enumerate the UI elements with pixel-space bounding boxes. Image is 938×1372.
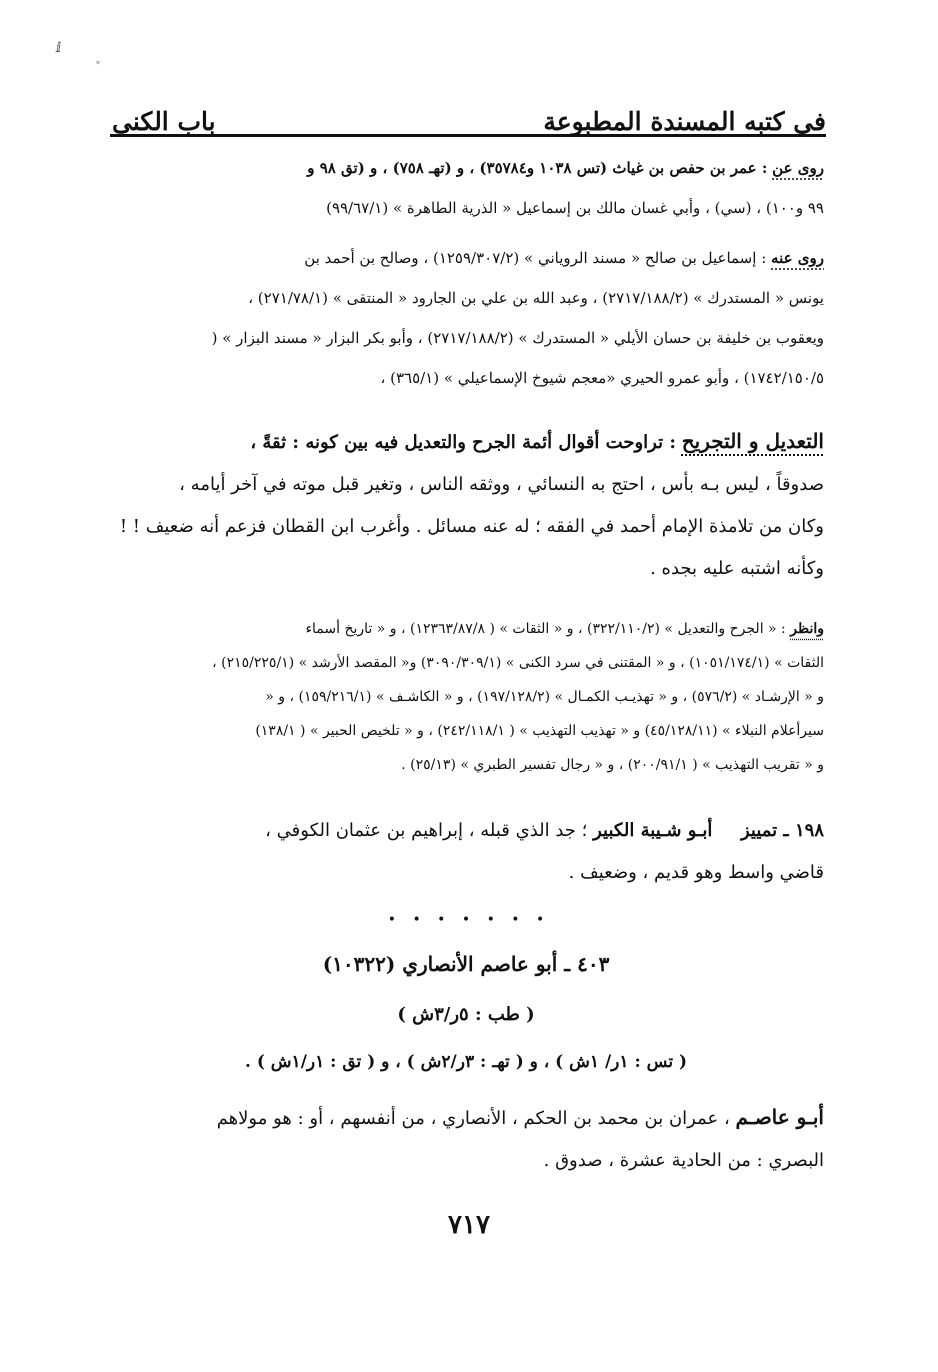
rawi-an-line: روى عن : عمر بن حفص بن غياث (تس ١٠٣٨ و٣٥٧٨٤) ، و (تهـ ٧٥٨) ، و (تق ٩٨ و bbox=[307, 159, 824, 177]
entry-tabaqa: ( طب : ٥ر/٣ش ) bbox=[397, 1004, 535, 1025]
tadil-line: وكأنه اشتبه عليه بجده . bbox=[650, 558, 824, 579]
entry-line: البصري : من الحادية عشرة ، صدوق . bbox=[543, 1150, 824, 1171]
rawi-an-line: ٩٩ و١٠٠) ، (سي) ، وأبي غسان مالك بن إسماعيل « الذرية الطاهرة » (٩٩/٦٧/١) bbox=[326, 199, 824, 217]
unzur-line: وانظر : « الجرح والتعديل » (٣٢٢/١١٠/٢) ، و « الثقات » ( ١٢٣٦٣/٨٧/٨) ، و « تاريخ أسماء bbox=[305, 621, 824, 637]
tadil-line: التعديل و التجريح : تراوحت أقوال أئمة الجرح والتعديل فيه بين كونه : ثقةً ، bbox=[250, 429, 824, 453]
rawa-anhu-line: ويعقوب بن خليفة بن حسان الأيلي « المستدرك » (٢٧١٧/١٨٨/٢) ، وأبو بكر البزار « مسند البزار » ( bbox=[211, 329, 824, 347]
unzur-line: سيرأعلام النبلاء » (٤٥/١٢٨/١١) و « تهذيب التهذيب » ( ٢٤٢/١١٨/١) ، و « تلخيص الحبير » ( ١٣٨/١) bbox=[255, 723, 824, 739]
tamyiz-line: ١٩٨ ـ تمييز أبـو شـيبة الكبير ؛ جد الذي قبله ، إبراهيم بن عثمان الكوفي ، bbox=[265, 820, 824, 841]
tadil-line: وكان من تلامذة الإمام أحمد في الفقه ؛ له عنه مسائل . وأغرب ابن القطان فزعم أنه ضعيف ! ! bbox=[119, 516, 824, 537]
rawa-anhu-line: ١٧٤٢/١٥٠/٥) ، وأبو عمرو الحيري «معجم شيوخ الإسماعيلي » (٣٦٥/١) ، bbox=[380, 369, 824, 387]
rawa-anhu-label: روى عنه bbox=[771, 249, 824, 267]
header-rule bbox=[110, 134, 826, 137]
rawa-anhu-paragraph bbox=[108, 238, 824, 398]
tamyiz-line: قاضي واسط وهو قديم ، وضعيف . bbox=[568, 862, 824, 883]
rawi-an-paragraph bbox=[108, 148, 824, 228]
tadil-line: صدوقاً ، ليس بـه بأس ، احتج به النسائي ، ووثقه الناس ، وتغير قبل موته في آخر أيامه ، bbox=[179, 474, 824, 495]
rawa-anhu-line: روى عنه : إسماعيل بن صالح « مسند الروياني » (١٢٥٩/٣٠٧/٢) ، وصالح بن أحمد بن bbox=[304, 249, 824, 267]
unzur-label: وانظر bbox=[790, 621, 824, 637]
tamyiz-paragraph bbox=[108, 810, 824, 894]
section-separator: • • • • • • • bbox=[387, 912, 551, 928]
tamyiz-label: ١٩٨ ـ تمييز bbox=[740, 820, 824, 841]
header-book-title: في كتبه المسندة المطبوعة bbox=[543, 107, 826, 136]
entry-refs: ( تس : ١ر/ ١ش ) ، و ( تهـ : ٣ر/٢ش ) ، و ( تق : ١ر/١ش ) . bbox=[244, 1052, 688, 1072]
unzur-line: و « الإرشـاد » (٥٧٦/٢) ، و « تهذيـب الكمـال » (١٩٧/١٢٨/٢) ، و « الكاشـف » (١٥٩/٢١٦/١) ، و « bbox=[265, 689, 824, 705]
entry-name: أبـو عاصـم bbox=[735, 1105, 824, 1129]
unzur-line: الثقات » (١٠٥١/١٧٤/١) ، و « المقتنى في سرد الكنى » (٣٠٩٠/٣٠٩/١) و« المقصد الأرشد » (٢١٥/٢٢٥/١) ، bbox=[212, 655, 824, 671]
page-number: ٧١٧ bbox=[448, 1210, 490, 1240]
header-chapter-title: باب الكنى bbox=[112, 107, 216, 136]
margin-mark: ⅈ bbox=[56, 40, 62, 56]
entry-paragraph bbox=[108, 1096, 824, 1182]
margin-mark-small: * bbox=[96, 60, 100, 69]
entry-title: ٤٠٣ ـ أبو عاصم الأنصاري (١٠٣٢٢) bbox=[322, 952, 610, 976]
rawa-anhu-line: يونس « المستدرك » (٢٧١٧/١٨٨/٢) ، وعبد الله بن علي بن الجارود « المنتقى » (٢٧١/٧٨/١) ، bbox=[248, 289, 824, 307]
unzur-paragraph bbox=[108, 612, 824, 782]
entry-line: أبـو عاصـم ، عمران بن محمد بن الحكم ، الأنصاري ، من أنفسهم ، أو : هو مولاهم bbox=[216, 1105, 824, 1129]
running-header bbox=[112, 84, 826, 134]
tamyiz-name: أبـو شـيبة الكبير bbox=[593, 820, 713, 841]
unzur-line: و « تقريب التهذيب » ( ٢٠٠/٩١/١) ، و « رجال تفسير الطبري » (٢٥/١٣) . bbox=[401, 757, 824, 773]
rawi-an-label: روى عن bbox=[772, 159, 824, 177]
tadil-paragraph bbox=[108, 420, 824, 590]
tadil-label: التعديل و التجريح bbox=[681, 429, 824, 453]
